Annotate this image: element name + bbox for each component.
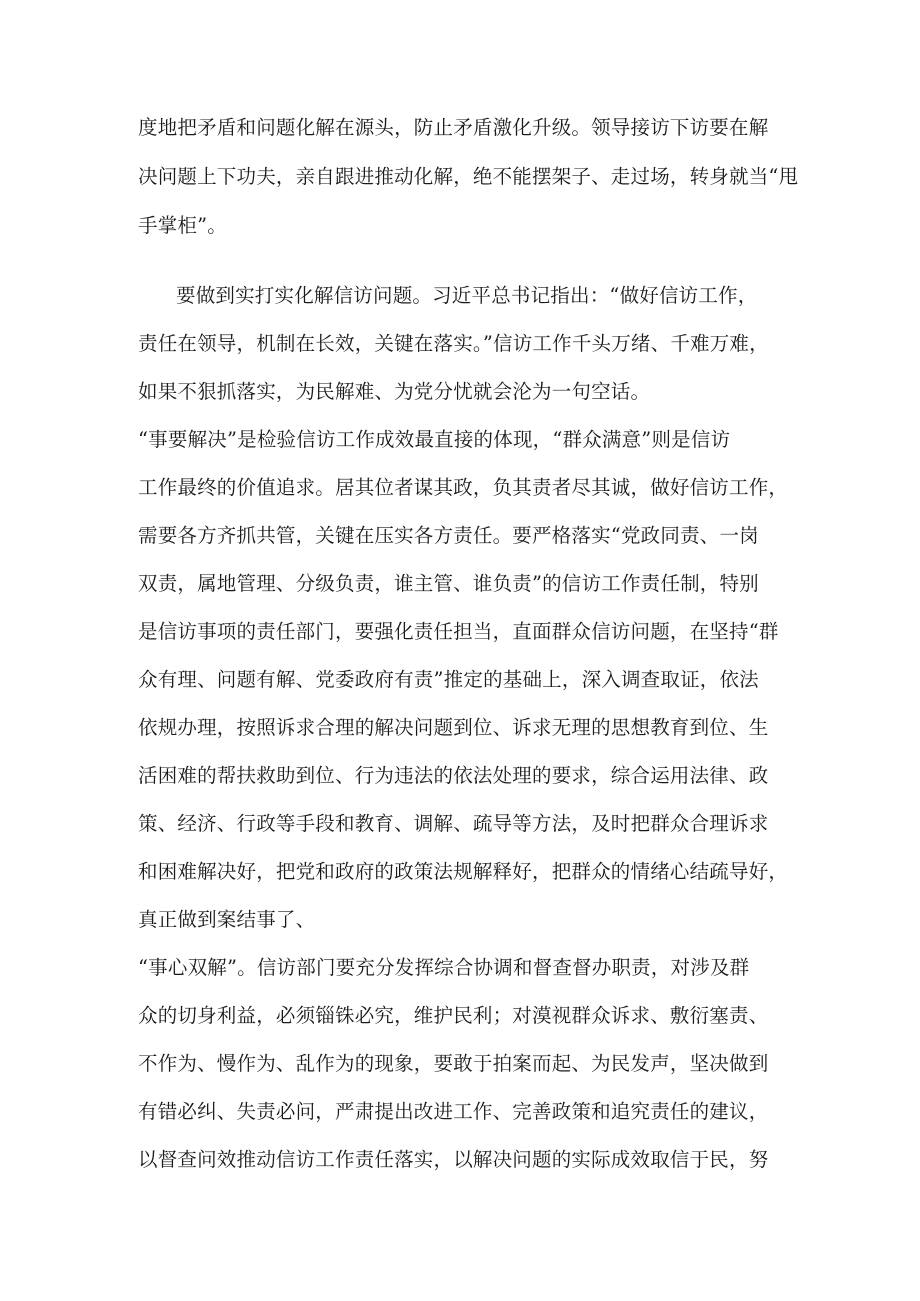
- text-line: 依规办理，按照诉求合理的解决问题到位、诉求无理的思想教育到位、生: [138, 716, 769, 739]
- text-line: 工作最终的价值追求。居其位者谋其政，负其责者尽其诚，做好信访工作，: [138, 476, 789, 499]
- text-line: 活困难的帮扶救助到位、行为违法的依法处理的要求，综合运用法律、政: [138, 764, 769, 787]
- text-line: 责任在领导，机制在长效，关键在落实。”信访工作千头万绪、千难万难，: [138, 332, 769, 355]
- text-line: 度地把矛盾和问题化解在源头，防止矛盾激化升级。领导接访下访要在解: [138, 116, 769, 139]
- text-line: 需要各方齐抓共管，关键在压实各方责任。要严格落实“党政同责、一岗: [138, 524, 759, 547]
- text-line: “事心双解”。信访部门要充分发挥综合协调和督查督办职责，对涉及群: [138, 956, 750, 979]
- text-line: 有错必纠、失责必问，严肃提出改进工作、完善政策和追究责任的建议，: [138, 1100, 769, 1123]
- text-line: 不作为、慢作为、乱作为的现象，要敢于拍案而起、为民发声，坚决做到: [138, 1052, 769, 1075]
- text-line: 众有理、问题有解、党委政府有责”推定的基础上，深入调查取证，依法: [138, 668, 759, 691]
- text-line: 策、经济、行政等手段和教育、调解、疏导等方法，及时把群众合理诉求: [138, 812, 769, 835]
- text-line: 以督查问效推动信访工作责任落实，以解决问题的实际成效取信于民，努: [138, 1148, 769, 1171]
- text-line: 双责，属地管理、分级负责，谁主管、谁负责”的信访工作责任制，特别: [138, 572, 759, 595]
- text-line: “事要解决”是检验信访工作成效最直接的体现，“群众满意”则是信访: [138, 428, 731, 451]
- text-line: 和困难解决好，把党和政府的政策法规解释好，把群众的情绪心结疏导好，: [138, 860, 789, 883]
- text-line: 真正做到案结事了、: [138, 908, 316, 931]
- text-line: 是信访事项的责任部门，要强化责任担当，直面群众信访问题，在坚持“群: [138, 620, 779, 643]
- text-line: 要做到实打实化解信访问题。习近平总书记指出：“做好信访工作，: [176, 284, 758, 307]
- text-line: 如果不狠抓落实，为民解难、为党分忧就会沦为一句空话。: [138, 380, 651, 403]
- text-line: 众的切身利益，必须锱铢必究，维护民利；对漠视群众诉求、敷衍塞责、: [138, 1004, 769, 1027]
- text-line: 手掌柜”。: [138, 214, 227, 237]
- text-line: 决问题上下功夫，亲自跟进推动化解，绝不能摆架子、走过场，转身就当“甩: [138, 165, 798, 188]
